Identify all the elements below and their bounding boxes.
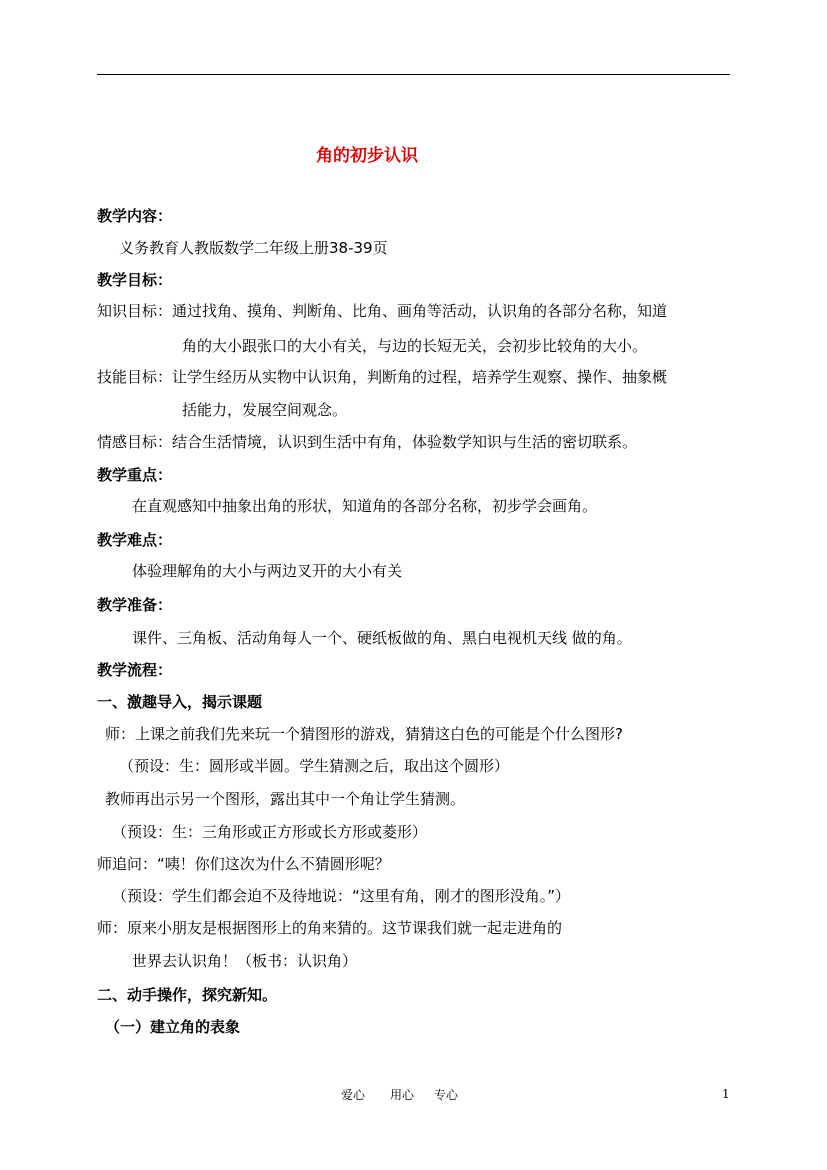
teacher-line-4: 师：原来小朋友是根据图形上的角来猜的。这节课我们就一起走进角的 [97, 919, 563, 937]
footer-item: 专心 [434, 1088, 459, 1102]
teacher-line-3: 师追问：“咦！你们这次为什么不猜圆形呢？ [97, 855, 390, 873]
footer-item: 用心 [390, 1088, 415, 1102]
knowledge-objective-cont: 角的大小跟张口的大小有关，与边的长短无关，会初步比较角的大小。 [182, 337, 648, 355]
expectation-line-1: （预设：生：圆形或半圆。学生猜测之后，取出这个圆形） [119, 757, 510, 775]
keypoints-text: 在直观感知中抽象出角的形状，知道角的各部分名称，初步学会画角。 [132, 497, 598, 515]
content-text: 义务教育人教版数学二年级上册38-39页 [119, 239, 388, 257]
difficulties-text: 体验理解角的大小与两边叉开的大小有关 [132, 562, 403, 580]
footer-item: 爱心 [341, 1088, 366, 1102]
heading-objectives: 教学目标： [97, 271, 173, 289]
subsection-heading: （一）建立角的表象 [105, 1018, 241, 1036]
skill-objective: 技能目标：让学生经历从实物中认识角，判断角的过程，培养学生观察、操作、抽象概 [97, 368, 668, 386]
header-rule [97, 74, 730, 75]
page-number: 1 [722, 1087, 730, 1101]
teacher-line-1: 师：上课之前我们先来玩一个猜图形的游戏，猜猜这白色的可能是个什么图形? [105, 725, 623, 743]
document-title: 角的初步认识 [316, 146, 418, 166]
knowledge-objective: 知识目标：通过找角、摸角、判断角、比角、画角等活动，认识角的各部分名称，知道 [97, 302, 668, 320]
section-one-heading: 一、激趣导入，揭示课题 [97, 693, 263, 711]
expectation-line-2: （预设：生：三角形或正方形或长方形或菱形） [112, 823, 428, 841]
heading-content: 教学内容： [97, 207, 173, 225]
heading-keypoints: 教学重点： [97, 466, 173, 484]
section-two-heading: 二、动手操作，探究新知。 [97, 986, 278, 1004]
heading-difficulties: 教学难点： [97, 531, 173, 549]
emotion-objective: 情感目标：结合生活情境，认识到生活中有角，体验数学知识与生活的密切联系。 [97, 433, 638, 451]
heading-process: 教学流程： [97, 661, 173, 679]
expectation-line-3: （预设：学生们都会迫不及待地说：“这里有角，刚才的图形没角。”） [112, 887, 571, 905]
teacher-line-2: 教师再出示另一个图形，露出其中一个角让学生猜测。 [105, 790, 466, 808]
heading-preparation: 教学准备： [97, 596, 173, 614]
skill-objective-cont: 括能力，发展空间观念。 [182, 401, 348, 419]
preparation-text: 课件、三角板、活动角每人一个、硬纸板做的角、黑白电视机天线 做的角。 [132, 629, 632, 647]
teacher-line-4-cont: 世界去认识角！（板书：认识角） [132, 952, 358, 970]
